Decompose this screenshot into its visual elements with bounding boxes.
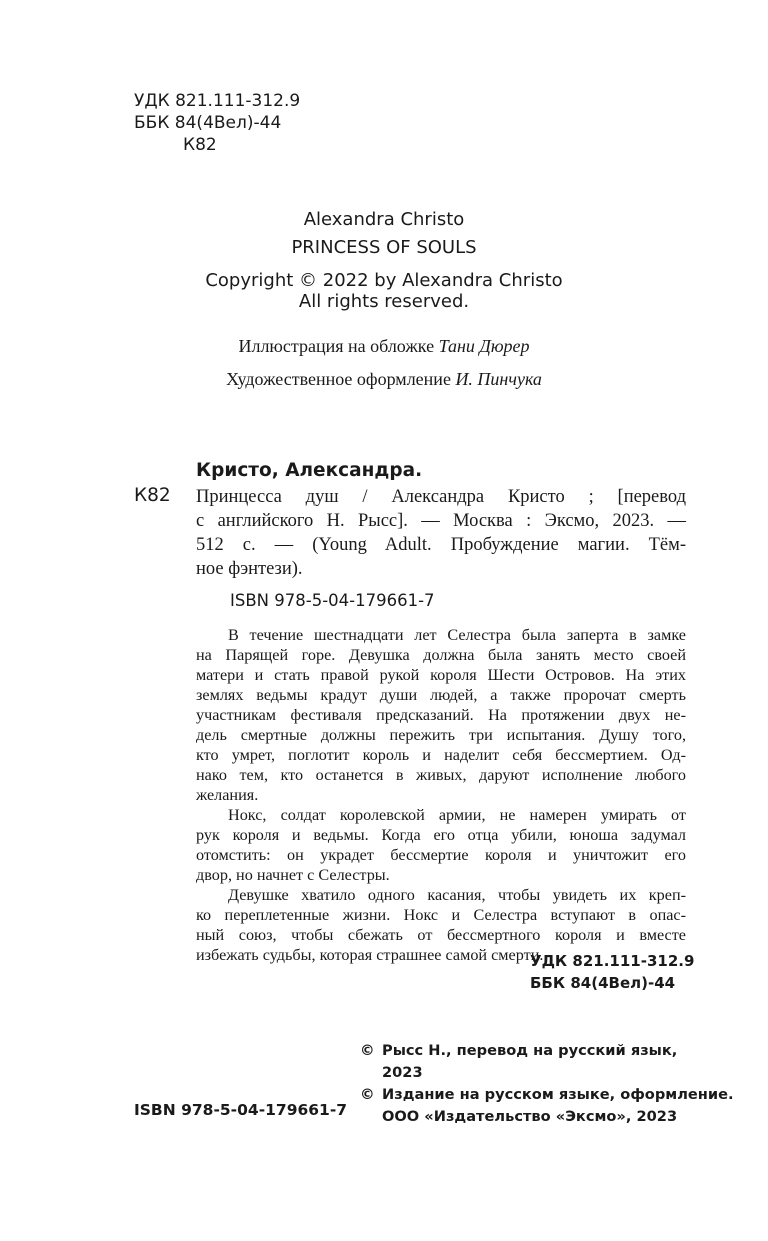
- original-author: Alexandra Christo: [303, 209, 465, 230]
- annotation-line: Нокс, солдат королевской армии, не намерен умирать от: [228, 806, 686, 824]
- udk-code-bottom: УДК 821.111-312.9: [530, 952, 695, 970]
- bib-line: 512 с. — (Young Adult. Пробуждение магии. Тём-: [196, 535, 686, 555]
- annotation-line: отомстить: он украдет бессмертие короля и уничтожит его: [196, 846, 686, 864]
- design-label: Художественное оформление: [226, 369, 451, 389]
- annotation-line: дель смертные должны пережить три испытания. Душу того,: [196, 726, 686, 744]
- annotation-line: кто умрет, поглотит король и наделит себя бессмертием. Од-: [196, 746, 686, 764]
- annotation-line: рук короля и ведьмы. Когда его отца убили, юноша задумал: [196, 826, 686, 844]
- annotation-line: на Парящей горе. Девушка должна была занять место своей: [196, 646, 686, 664]
- annotation-line: В течение шестнадцати лет Селестра была заперта в замке: [228, 626, 686, 644]
- author-mark: К82: [183, 135, 217, 155]
- annotation-line: избежать судьбы, которая страшнее самой смерти.: [196, 946, 544, 964]
- rights-line: All rights reserved.: [298, 291, 470, 312]
- annotation: [196, 625, 686, 965]
- design-name: И. Пинчука: [455, 369, 542, 389]
- illustration-credit: [0, 336, 768, 357]
- bib-description: [196, 485, 686, 581]
- classification-block: [134, 90, 300, 156]
- annotation-line: матери и стать правой рукой короля Шести Островов. На этих: [196, 666, 686, 684]
- bib-line: Принцесса душ / Александра Кристо ; [перевод: [196, 487, 686, 507]
- annotation-line: нако тем, кто останется в живых, даруют исполнение любого: [196, 766, 686, 784]
- illustration-label: Иллюстрация на обложке: [238, 336, 435, 356]
- bbk-code: ББК 84(4Вел)-44: [134, 113, 282, 133]
- copyright-symbol: ©: [360, 1042, 375, 1059]
- annotation-line: Девушке хватило одного касания, чтобы увидеть их креп-: [228, 886, 686, 904]
- publisher-line: ООО «Издательство «Эксмо», 2023: [382, 1108, 678, 1125]
- bib-line: с английского Н. Рысс]. — Москва : Эксмо, 2023. —: [196, 511, 686, 531]
- annotation-line: ный союз, чтобы сбежать от бессмертного короля и вместе: [196, 926, 686, 944]
- annotation-line: землях ведьмы крадут души людей, а также пророчат смерть: [196, 686, 686, 704]
- edition-copyright: [360, 1084, 734, 1106]
- translation-line: Рысс Н., перевод на русский язык,: [382, 1042, 678, 1059]
- copyright-line: Copyright © 2022 by Alexandra Christo: [205, 270, 563, 291]
- copyright-symbol: ©: [360, 1086, 375, 1103]
- isbn-record: ISBN 978-5-04-179661-7: [230, 591, 435, 610]
- isbn-bottom: ISBN 978-5-04-179661-7: [134, 1101, 348, 1119]
- classification-bottom: [530, 950, 694, 994]
- edition-line: Издание на русском языке, оформление.: [382, 1086, 734, 1103]
- bib-line: ное фэнтези).: [196, 559, 303, 579]
- annotation-line: желания.: [196, 786, 259, 804]
- bbk-code-bottom: ББК 84(4Вел)-44: [530, 974, 676, 992]
- bib-author-heading: Кристо, Александра.: [196, 460, 423, 481]
- original-title: PRINCESS OF SOULS: [291, 237, 477, 258]
- translation-year: 2023: [382, 1064, 423, 1081]
- annotation-line: двор, но начнет с Селестры.: [196, 866, 390, 884]
- copyright-block: [360, 1040, 734, 1128]
- udk-code: УДК 821.111-312.9: [134, 91, 301, 111]
- bib-author-mark: К82: [134, 485, 171, 506]
- annotation-line: участникам фестиваля предсказаний. На протяжении двух не-: [196, 706, 686, 724]
- design-credit: [0, 369, 768, 390]
- illustration-name: Тани Дюрер: [438, 336, 530, 356]
- annotation-line: ко переплетенные жизни. Нокс и Селестра вступают в опас-: [196, 906, 686, 924]
- translation-copyright: [360, 1040, 734, 1062]
